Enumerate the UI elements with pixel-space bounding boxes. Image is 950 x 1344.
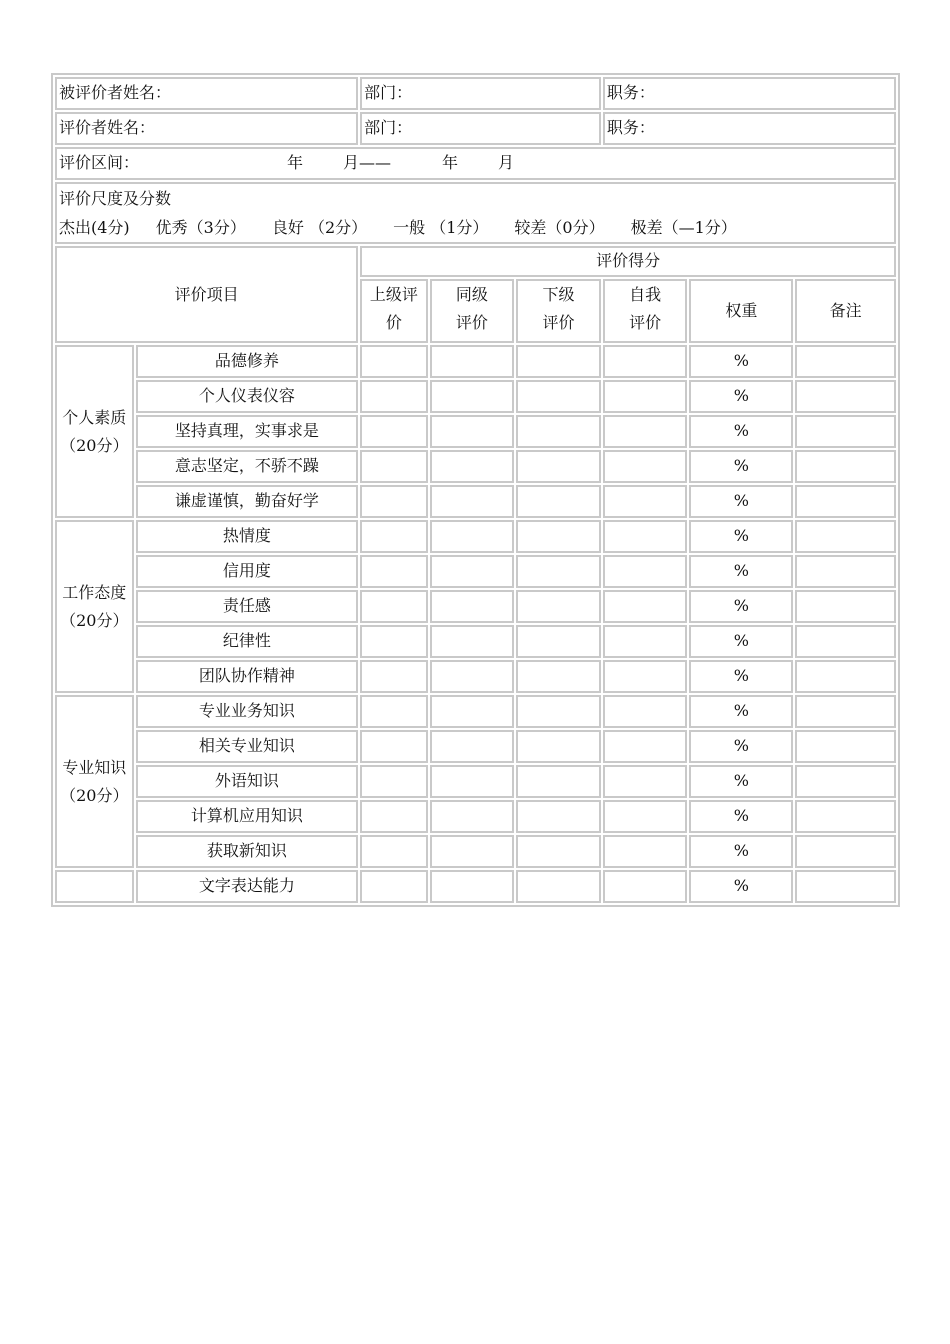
period-label: 评价区间：	[59, 153, 140, 172]
weight-cell[interactable]: %	[689, 660, 793, 693]
scale-cell	[55, 182, 896, 244]
weight-column-header: 权重	[689, 279, 793, 343]
remark-column-header: 备注	[795, 279, 896, 343]
peer-score-cell[interactable]	[430, 800, 515, 833]
weight-cell[interactable]: %	[689, 485, 793, 518]
subordinate-score-cell[interactable]	[516, 660, 601, 693]
evaluatee-name-field[interactable]	[55, 77, 358, 110]
group-name: 专业知识	[62, 757, 127, 777]
peer-score-cell[interactable]	[430, 765, 515, 798]
weight-cell[interactable]: %	[689, 345, 793, 378]
table-row	[55, 380, 896, 413]
remark-cell[interactable]	[795, 870, 896, 903]
peer-score-cell[interactable]	[430, 835, 515, 868]
group-points: （20分）	[60, 785, 129, 805]
subordinate-score-cell[interactable]	[516, 380, 601, 413]
criterion-label: 意志坚定，不骄不躁	[136, 450, 359, 483]
evaluator-name-field[interactable]	[55, 112, 358, 145]
criterion-label: 纪律性	[136, 625, 359, 658]
weight-cell[interactable]: %	[689, 555, 793, 588]
scale-level-4: 杰出(4分)	[59, 218, 130, 237]
peer-score-cell[interactable]	[430, 695, 515, 728]
subordinate-score-cell[interactable]	[516, 625, 601, 658]
remark-cell[interactable]	[795, 485, 896, 518]
weight-cell[interactable]: %	[689, 625, 793, 658]
criterion-label: 品德修养	[136, 345, 359, 378]
table-row	[55, 485, 896, 518]
remark-cell[interactable]	[795, 660, 896, 693]
criterion-label: 信用度	[136, 555, 359, 588]
subordinate-score-cell[interactable]	[516, 730, 601, 763]
group-cell	[55, 345, 134, 518]
remark-cell[interactable]	[795, 730, 896, 763]
self-score-cell[interactable]	[603, 730, 688, 763]
superior-score-cell[interactable]	[360, 765, 427, 798]
group-name: 个人素质	[62, 407, 127, 427]
evaluatee-title-field[interactable]	[603, 77, 896, 110]
evaluatee-title-label: 职务：	[606, 83, 655, 102]
superior-score-cell[interactable]	[360, 730, 427, 763]
table-row	[55, 695, 896, 728]
superior-score-cell[interactable]	[360, 450, 427, 483]
criterion-label: 责任感	[136, 590, 359, 623]
peer-score-cell[interactable]	[430, 590, 515, 623]
evaluatee-dept-field[interactable]	[360, 77, 601, 110]
period-year-1: 年	[287, 153, 304, 172]
superior-score-cell[interactable]	[360, 380, 427, 413]
evaluator-dept-field[interactable]	[360, 112, 601, 145]
criterion-label: 个人仪表仪容	[136, 380, 359, 413]
remark-cell[interactable]	[795, 800, 896, 833]
evaluatee-name-label: 被评价者姓名：	[59, 83, 172, 102]
table-row	[55, 870, 896, 903]
self-score-cell[interactable]	[603, 520, 688, 553]
table-row	[55, 520, 896, 553]
table-row	[55, 625, 896, 658]
subordinate-score-cell[interactable]	[516, 800, 601, 833]
table-row	[55, 660, 896, 693]
evaluation-form	[51, 73, 900, 907]
weight-cell[interactable]: %	[689, 765, 793, 798]
peer-score-cell[interactable]	[430, 870, 515, 903]
subordinate-score-cell[interactable]	[516, 835, 601, 868]
group-points: （20分）	[60, 610, 129, 630]
period-month-2: 月	[498, 153, 515, 172]
superior-score-cell[interactable]	[360, 555, 427, 588]
remark-cell[interactable]	[795, 835, 896, 868]
subordinate-column-header: 下级 评价	[516, 279, 601, 343]
subordinate-score-cell[interactable]	[516, 345, 601, 378]
score-group-header: 评价得分	[360, 246, 896, 277]
scale-level-neg1: 极差（—1分）	[630, 218, 737, 237]
superior-column-header: 上级评 价	[360, 279, 427, 343]
table-row	[55, 415, 896, 448]
scale-title: 评价尺度及分数	[59, 189, 172, 208]
weight-cell[interactable]: %	[689, 590, 793, 623]
superior-score-cell[interactable]	[360, 695, 427, 728]
scale-level-3: 优秀（3分）	[155, 218, 246, 237]
criterion-label: 谦虚谨慎，勤奋好学	[136, 485, 359, 518]
self-score-cell[interactable]	[603, 345, 688, 378]
evaluatee-dept-label: 部门：	[364, 83, 413, 102]
criterion-label: 坚持真理，实事求是	[136, 415, 359, 448]
weight-cell[interactable]: %	[689, 415, 793, 448]
remark-cell[interactable]	[795, 695, 896, 728]
peer-score-cell[interactable]	[430, 730, 515, 763]
remark-cell[interactable]	[795, 415, 896, 448]
criterion-label: 团队协作精神	[136, 660, 359, 693]
peer-score-cell[interactable]	[430, 520, 515, 553]
peer-score-cell[interactable]	[430, 625, 515, 658]
remark-cell[interactable]	[795, 380, 896, 413]
criterion-label: 相关专业知识	[136, 730, 359, 763]
table-row	[55, 730, 896, 763]
weight-cell[interactable]: %	[689, 870, 793, 903]
superior-score-cell[interactable]	[360, 800, 427, 833]
table-row	[55, 835, 896, 868]
subordinate-score-cell[interactable]	[516, 590, 601, 623]
subordinate-score-cell[interactable]	[516, 520, 601, 553]
peer-score-cell[interactable]	[430, 555, 515, 588]
self-score-cell[interactable]	[603, 695, 688, 728]
superior-score-cell[interactable]	[360, 520, 427, 553]
scale-level-0: 较差（0分）	[514, 218, 605, 237]
peer-score-cell[interactable]	[430, 485, 515, 518]
weight-cell[interactable]: %	[689, 695, 793, 728]
superior-score-cell[interactable]	[360, 660, 427, 693]
evaluator-title-label: 职务：	[606, 118, 655, 137]
period-row	[55, 147, 896, 180]
self-score-cell[interactable]	[603, 450, 688, 483]
table-row	[55, 765, 896, 798]
self-score-cell[interactable]	[603, 835, 688, 868]
peer-score-cell[interactable]	[430, 450, 515, 483]
superior-score-cell[interactable]	[360, 485, 427, 518]
weight-cell[interactable]: %	[689, 835, 793, 868]
superior-score-cell[interactable]	[360, 590, 427, 623]
evaluator-row	[55, 112, 896, 145]
subordinate-score-cell[interactable]	[516, 485, 601, 518]
self-score-cell[interactable]	[603, 415, 688, 448]
subordinate-score-cell[interactable]	[516, 870, 601, 903]
scale-levels	[59, 213, 892, 242]
evaluatee-row	[55, 77, 896, 110]
criterion-label: 热情度	[136, 520, 359, 553]
weight-cell[interactable]: %	[689, 380, 793, 413]
self-score-cell[interactable]	[603, 380, 688, 413]
remark-cell[interactable]	[795, 555, 896, 588]
criterion-label: 文字表达能力	[136, 870, 359, 903]
self-score-cell[interactable]	[603, 870, 688, 903]
scale-level-1: 一般 （1分）	[393, 218, 489, 237]
superior-score-cell[interactable]	[360, 870, 427, 903]
self-score-cell[interactable]	[603, 625, 688, 658]
peer-score-cell[interactable]	[430, 415, 515, 448]
peer-score-cell[interactable]	[430, 345, 515, 378]
self-score-cell[interactable]	[603, 765, 688, 798]
period-year-2: 年	[442, 153, 459, 172]
self-score-cell[interactable]	[603, 555, 688, 588]
group-cell	[55, 520, 134, 693]
remark-cell[interactable]	[795, 520, 896, 553]
group-name: 工作态度	[62, 582, 127, 602]
remark-cell[interactable]	[795, 590, 896, 623]
superior-score-cell[interactable]	[360, 625, 427, 658]
scale-level-2: 良好 （2分）	[271, 218, 368, 237]
subordinate-score-cell[interactable]	[516, 555, 601, 588]
criterion-label: 外语知识	[136, 765, 359, 798]
self-score-cell[interactable]	[603, 800, 688, 833]
table-row	[55, 800, 896, 833]
self-column-header: 自我 评价	[603, 279, 688, 343]
peer-column-header: 同级 评价	[430, 279, 515, 343]
subordinate-score-cell[interactable]	[516, 765, 601, 798]
self-score-cell[interactable]	[603, 660, 688, 693]
weight-cell[interactable]: %	[689, 450, 793, 483]
subordinate-score-cell[interactable]	[516, 415, 601, 448]
period-field[interactable]	[55, 147, 896, 180]
table-row	[55, 555, 896, 588]
self-score-cell[interactable]	[603, 485, 688, 518]
evaluation-table	[51, 73, 900, 907]
group-cell-empty	[55, 870, 134, 903]
group-cell	[55, 695, 134, 868]
superior-score-cell[interactable]	[360, 835, 427, 868]
evaluator-title-field[interactable]	[603, 112, 896, 145]
scale-row	[55, 182, 896, 244]
superior-score-cell[interactable]	[360, 345, 427, 378]
criterion-label: 获取新知识	[136, 835, 359, 868]
evaluator-dept-label: 部门：	[364, 118, 413, 137]
remark-cell[interactable]	[795, 450, 896, 483]
group-points: （20分）	[60, 435, 129, 455]
weight-cell[interactable]: %	[689, 520, 793, 553]
table-row	[55, 590, 896, 623]
remark-cell[interactable]	[795, 625, 896, 658]
remark-cell[interactable]	[795, 765, 896, 798]
criterion-label: 计算机应用知识	[136, 800, 359, 833]
column-header-row-1	[55, 246, 896, 277]
period-month-1: 月——	[343, 153, 392, 172]
weight-cell[interactable]: %	[689, 800, 793, 833]
evaluator-name-label: 评价者姓名：	[59, 118, 156, 137]
peer-score-cell[interactable]	[430, 660, 515, 693]
table-row	[55, 450, 896, 483]
weight-cell[interactable]: %	[689, 730, 793, 763]
subordinate-score-cell[interactable]	[516, 450, 601, 483]
item-column-header: 评价项目	[55, 246, 358, 343]
superior-score-cell[interactable]	[360, 415, 427, 448]
peer-score-cell[interactable]	[430, 380, 515, 413]
remark-cell[interactable]	[795, 345, 896, 378]
subordinate-score-cell[interactable]	[516, 695, 601, 728]
self-score-cell[interactable]	[603, 590, 688, 623]
criterion-label: 专业业务知识	[136, 695, 359, 728]
table-row	[55, 345, 896, 378]
